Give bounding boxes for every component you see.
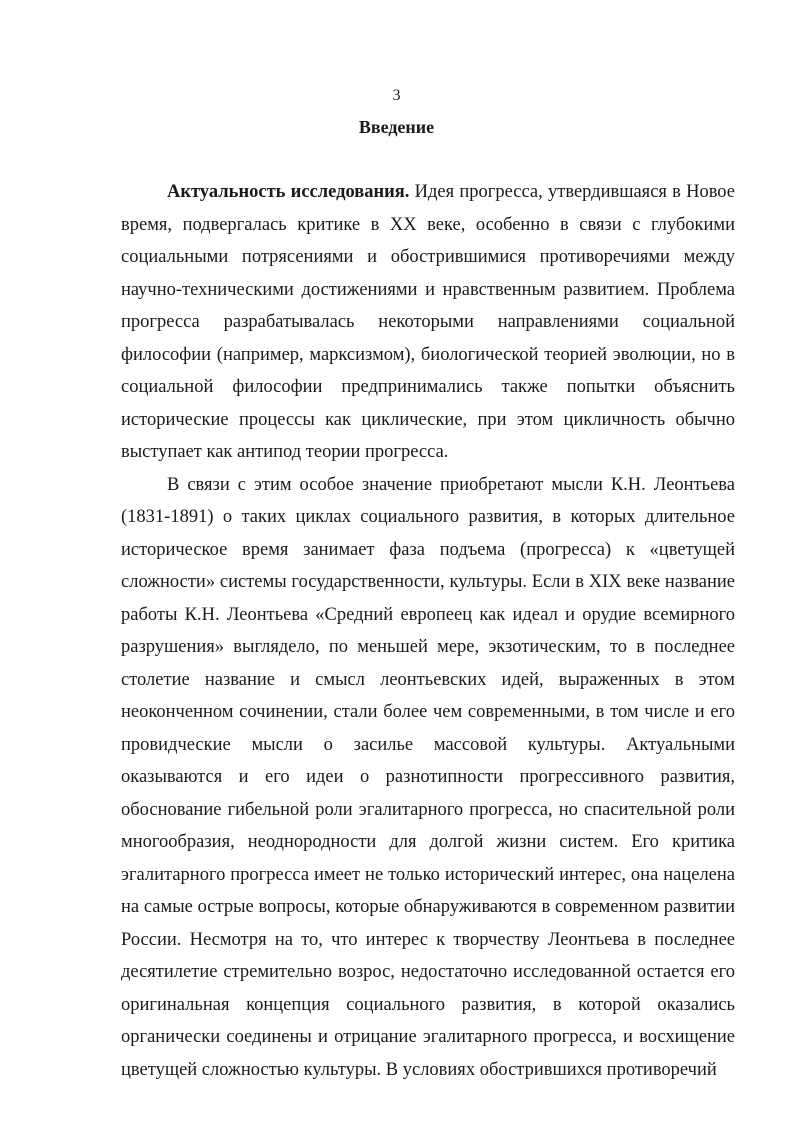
paragraph-lead-in: Актуальность исследования. bbox=[167, 182, 410, 202]
page-number: 3 bbox=[392, 87, 401, 104]
paragraph-relevance bbox=[121, 176, 735, 469]
paragraph-text: Идея прогресса, утвердившаяся в Новое время, подвергалась критике в XX веке, особенно в связи с глубокими социальными потрясениями и обострившимися противоречиями между научно-техническими достижениями и нравственным развитием. Проблема прогресса разрабатывалась некоторыми направлениями социальной философии (например, марксизмом), биологической теорией эволюции, но в социальной философии предпринимались также попытки объяснить исторические процессы как циклические, при этом цикличность обычно выступает как антипод теории прогресса. bbox=[121, 182, 735, 462]
paragraph-leontiev: В связи с этим особое значение приобретают мысли К.Н. Леонтьева (1831-1891) о таких циклах социального развития, в которых длительное историческое время занимает фаза подъема (прогресса) к «цветущей сложности» системы государственности, культуры. Если в XIX веке название работы К.Н. Леонтьева «Средний европеец как идеал и орудие всемирного разрушения» выглядело, по меньшей мере, экзотическим, то в последнее столетие название и смысл леонтьевских идей, выраженных в этом неоконченном сочинении, стали более чем современными, в том числе и его провидческие мысли о засилье массовой культуры. Актуальными оказываются и его идеи о разнотипности прогрессивного развития, обоснование гибельной роли эгалитарного прогресса, но спасительной роли многообразия, неоднородности для долгой жизни систем. Его критика эгалитарного прогресса имеет не только исторический интерес, она нацелена на самые острые вопросы, которые обнаруживаются в современном развитии России. Несмотря на то, что интерес к творчеству Леонтьева в последнее десятилетие стремительно возрос, недостаточно исследованной остается его оригинальная концепция социального развития, в которой оказались органически соединены и отрицание эгалитарного прогресса, и восхищение цветущей сложностью культуры. В условиях обострившихся противоречий bbox=[121, 474, 735, 1080]
section-heading: Введение bbox=[358, 117, 435, 137]
body-text bbox=[121, 176, 735, 1086]
